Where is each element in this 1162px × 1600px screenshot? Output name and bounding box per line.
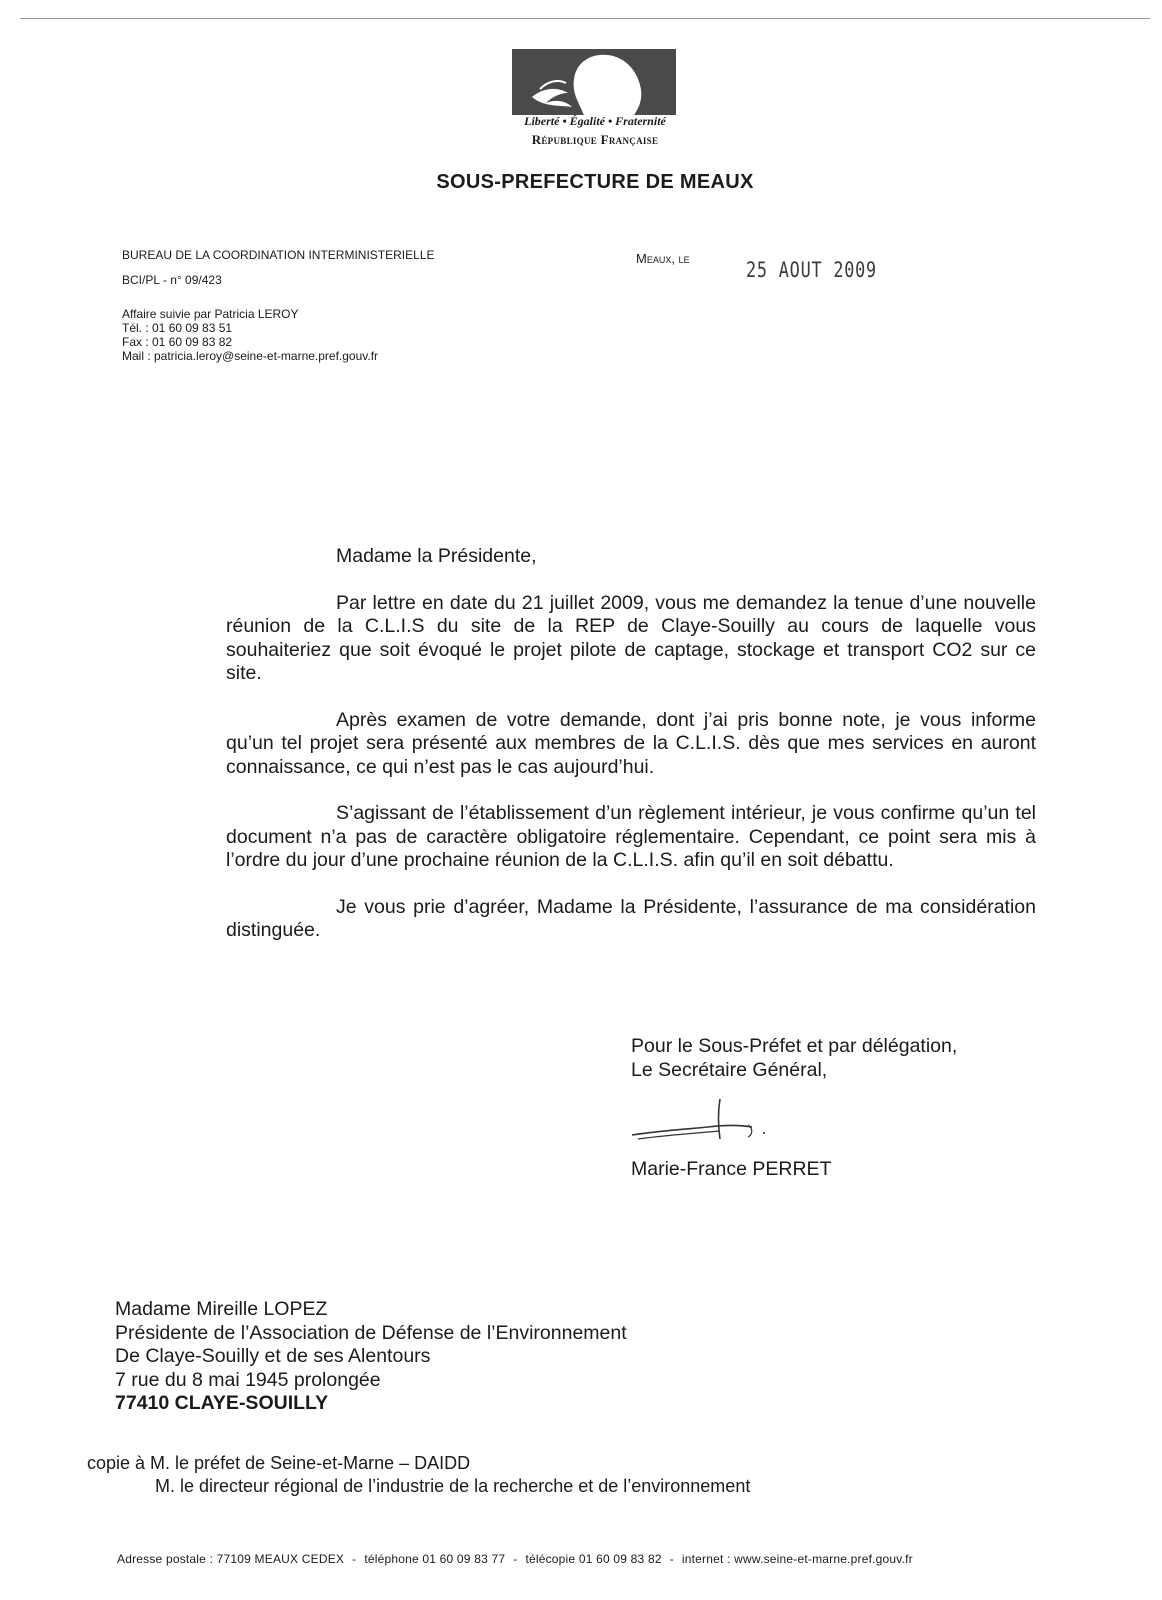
- paragraph: Par lettre en date du 21 juillet 2009, vous me demandez la tenue d’une nouvelle réunion de la C.L.I.S du site de la REP de Claye-Souilly au cours de laquelle vous souhaiteriez que soit évoqué le projet pilote de captage, stockage et transport CO2 sur ce site.: [226, 591, 1036, 684]
- date-stamp: 25 AOUT 2009: [746, 258, 877, 282]
- top-rule: [20, 18, 1150, 19]
- footer: Adresse postale : 77109 MEAUX CEDEX - téléphone 01 60 09 83 77 - télécopie 01 60 09 83 82 - internet : www.seine-et-marne.pref.gouv.fr: [117, 1552, 913, 1566]
- sender-contact: [122, 307, 378, 363]
- sender-department: BUREAU DE LA COORDINATION INTERMINISTERIELLE: [122, 248, 435, 262]
- paragraph: S’agissant de l’établissement d’un règlement intérieur, je vous confirme qu’un tel document n’a pas de caractère obligatoire réglementaire. Cependant, ce point sera mis à l’ordre du jour d’une prochaine réunion de la C.L.I.S. afin qu’il en soit débattu.: [226, 802, 1036, 871]
- republic-name: République Française: [531, 132, 659, 147]
- closing-line: Pour le Sous-Préfet et par délégation,: [631, 1035, 958, 1057]
- recipient-title: Présidente de l’Association de Défense de l’Environnement: [115, 1321, 627, 1344]
- mail-line: Mail : patricia.leroy@seine-et-marne.pref.gouv.fr: [122, 349, 379, 363]
- recipient-org: De Claye-Souilly et de ses Alentours: [115, 1345, 431, 1367]
- followed-by: Affaire suivie par Patricia LEROY: [122, 307, 299, 321]
- closing-title: Le Secrétaire Général,: [631, 1058, 828, 1081]
- copies-block: [87, 1452, 750, 1498]
- footer-address: Adresse postale : 77109 MEAUX CEDEX: [117, 1552, 345, 1566]
- reference-number: BCI/PL - n° 09/423: [122, 273, 222, 287]
- marianne-logo: [512, 49, 676, 115]
- recipient-street: 7 rue du 8 mai 1945 prolongée: [115, 1368, 381, 1391]
- recipient-address: [115, 1298, 627, 1416]
- paragraph: Après examen de votre demande, dont j’ai pris bonne note, je vous informe qu’un tel projet sera présenté aux membres de la C.L.I.S. dès que mes services en auront connaissance, ce qui n’est pas le cas aujourd’hui.: [226, 708, 1036, 778]
- dateline-place: Meaux, le: [636, 251, 690, 266]
- office-title: SOUS-PREFECTURE DE MEAUX: [436, 171, 754, 193]
- footer-fax: télécopie 01 60 09 83 82: [525, 1552, 662, 1566]
- signer-name: Marie-France PERRET: [631, 1158, 832, 1180]
- copy-line: M. le directeur régional de l’industrie de la recherche et de l’environnement: [155, 1476, 751, 1496]
- handwritten-signature: [628, 1095, 788, 1145]
- footer-internet: internet : www.seine-et-marne.pref.gouv.fr: [681, 1552, 913, 1566]
- phone-line: Tél. : 01 60 09 83 51: [122, 321, 233, 335]
- fax-line: Fax : 01 60 09 83 82: [122, 335, 233, 349]
- closing-block: [631, 1035, 957, 1082]
- recipient-city: 77410 CLAYE-SOUILLY: [115, 1392, 329, 1414]
- paragraph: Je vous prie d’agréer, Madame la Présidente, l’assurance de ma considération distinguée.: [226, 895, 1036, 941]
- republic-motto: Liberté • Égalité • Fraternité: [524, 114, 666, 128]
- footer-phone: téléphone 01 60 09 83 77: [364, 1552, 506, 1566]
- salutation: Madame la Présidente,: [336, 545, 537, 567]
- recipient-name: Madame Mireille LOPEZ: [115, 1298, 328, 1320]
- letter-body: [226, 545, 1036, 966]
- copy-line: copie à M. le préfet de Seine-et-Marne – DAIDD: [87, 1453, 471, 1473]
